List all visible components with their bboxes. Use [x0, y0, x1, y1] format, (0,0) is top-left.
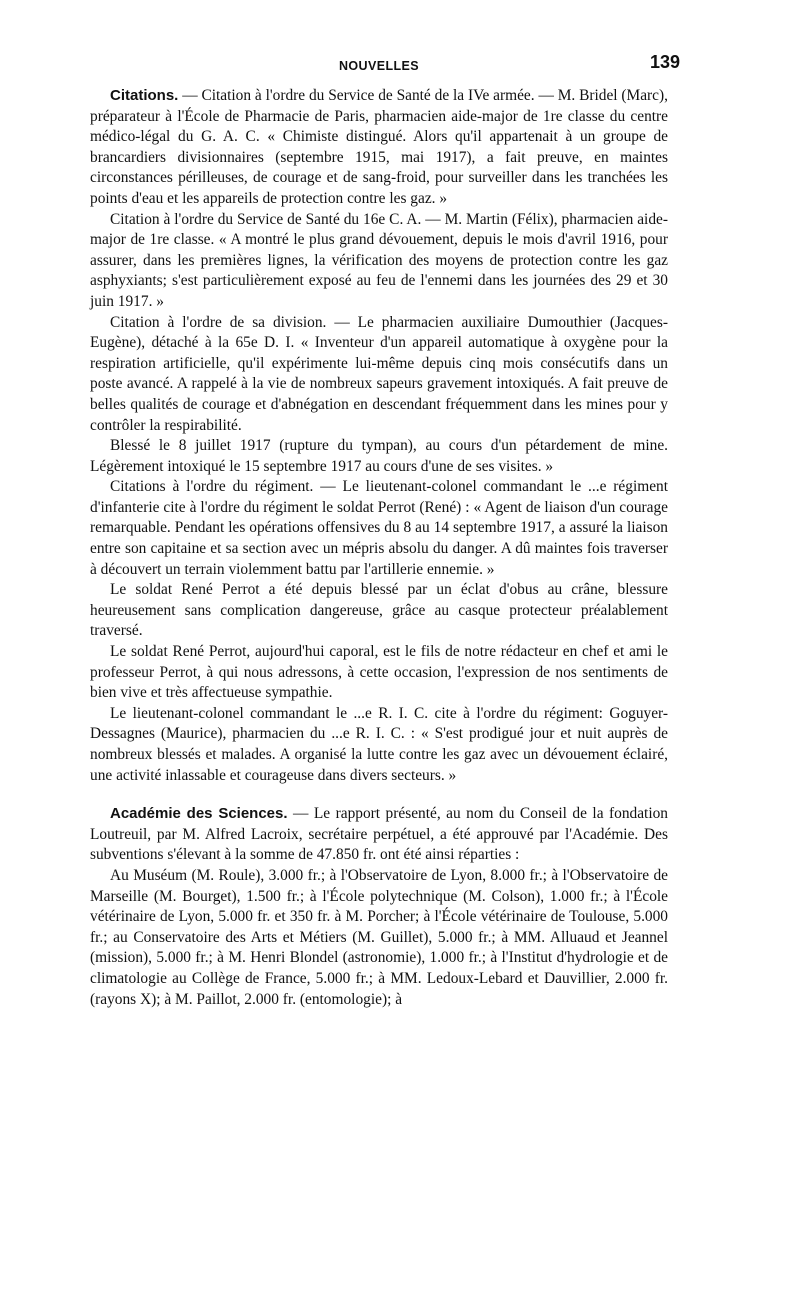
section-gap	[90, 786, 668, 804]
citations-paragraph-2: Citation à l'ordre du Service de Santé du 16e C. A. — M. Martin (Félix), pharmacien aide-major de 1re classe. « A montré le plus grand dévouement, depuis le mois d'avril 1916, pour assurer, dans les premières lignes, la vérification des moyens de protection contre les gaz asphyxiants; s'est particulièrement exposé au feu de l'ennemi dans les journées des 29 et 30 juin 1917. »	[90, 210, 668, 310]
page-number: 139	[649, 52, 680, 72]
citations-paragraph-7: Le soldat René Perrot, aujourd'hui caporal, est le fils de notre rédacteur en chef et ami le professeur Perrot, à qui nous adressons, à cette occasion, l'expression de nos sentiments de bien vive et très affectueuse sympathie.	[90, 643, 668, 702]
citations-paragraph-5: Citations à l'ordre du régiment. — Le lieutenant-colonel commandant le ...e régiment d'infanterie cite à l'ordre du régiment le soldat Perrot (René) : « Agent de liaison d'un courage remarquable. Pendant les opérations offensives du 8 au 14 septembre 1917, a assuré la liaison entre son capitaine et sa section avec un mépris absolu du danger. A dû maintes fois traverser à découvert un terrain violemment battu par l'artillerie ennemie. »	[90, 478, 668, 578]
document-page	[90, 52, 680, 1010]
citations-paragraph-4: Blessé le 8 juillet 1917 (rupture du tympan), au cours d'un pétardement de mine. Légèrement intoxiqué le 15 septembre 1917 au cours d'une de ses visites. »	[90, 437, 668, 475]
academie-section	[90, 804, 668, 1010]
academie-heading: Académie des Sciences.	[110, 805, 288, 823]
running-header	[90, 52, 680, 74]
citations-paragraph-6: Le soldat René Perrot a été depuis blessé par un éclat d'obus au crâne, blessure heureusement sans complication dangereuse, grâce au casque protecteur préalablement traversé.	[90, 581, 668, 640]
citations-paragraph-8: Le lieutenant-colonel commandant le ...e R. I. C. cite à l'ordre du régiment: Goguyer-Dessagnes (Maurice), pharmacien du ...e R. I. C. : « S'est prodigué jour et nuit auprès de nombreux blessés et malades. A organisé la lutte contre les gaz avec un dévouement éclairé, une activité inlassable et courageuse dans divers secteurs. »	[90, 704, 668, 784]
citations-heading: Citations.	[110, 87, 179, 104]
citations-paragraph-3: Citation à l'ordre de sa division. — Le pharmacien auxiliaire Dumouthier (Jacques-Eugène), détaché à la 65e D. I. « Inventeur d'un appareil automatique à oxygène pour la respiration artificielle, qu'il expérimente lui-même depuis cinq mois consécutifs dans un poste avancé. A rappelé à la vie de nombreux sapeurs gravement intoxiqués. A fait preuve de belles qualités de courage et d'abnégation en descendant fréquemment dans les mines pour y contrôler la respirabilité.	[90, 313, 668, 434]
academie-paragraph-1: Académie des Sciences. — Le rapport présenté, au nom du Conseil de la fondation Loutreuil, par M. Alfred Lacroix, secrétaire perpétuel, a été approuvé par l'Académie. Des subventions s'élevant à la somme de 47.850 fr. ont été ainsi réparties :	[90, 805, 668, 864]
academie-paragraph-2: Au Muséum (M. Roule), 3.000 fr.; à l'Observatoire de Lyon, 8.000 fr.; à l'Observatoire de Marseille (M. Bourget), 1.500 fr.; à l'École polytechnique (M. Colson), 1.000 fr.; à l'École vétérinaire de Lyon, 5.000 fr. et 350 fr. à M. Porcher; à l'École vétérinaire de Toulouse, 5.000 fr.; au Conservatoire des Arts et Métiers (M. Guillet), 5.000 fr.; à MM. Alluaud et Jeannel (mission), 5.000 fr.; à M. Henri Blondel (astronomie), 1.000 fr.; à l'Institut d'hydrologie et de climatologie au Collège de France, 5.000 fr.; à MM. Ledoux-Lebard et Dauvillier, 2.000 fr. (rayons X); à M. Paillot, 2.000 fr. (entomologie); à	[90, 866, 668, 1008]
citations-section	[90, 86, 668, 786]
section-title: NOUVELLES	[339, 59, 419, 73]
citations-paragraph-1: Citations. — Citation à l'ordre du Service de Santé de la IVe armée. — M. Bridel (Marc), préparateur à l'École de Pharmacie de Paris, pharmacien aide-major de 1re classe du centre médico-légal du G. A. C. « Chimiste distingué. Alors qu'il appartenait à un groupe de brancardiers divisionnaires (septembre 1915, mai 1917), a fait preuve, en maintes circonstances périlleuses, de courage et de sang-froid, pour surveiller dans les tranchées les points d'eau et les appareils de protection contre les gaz. »	[90, 87, 668, 207]
